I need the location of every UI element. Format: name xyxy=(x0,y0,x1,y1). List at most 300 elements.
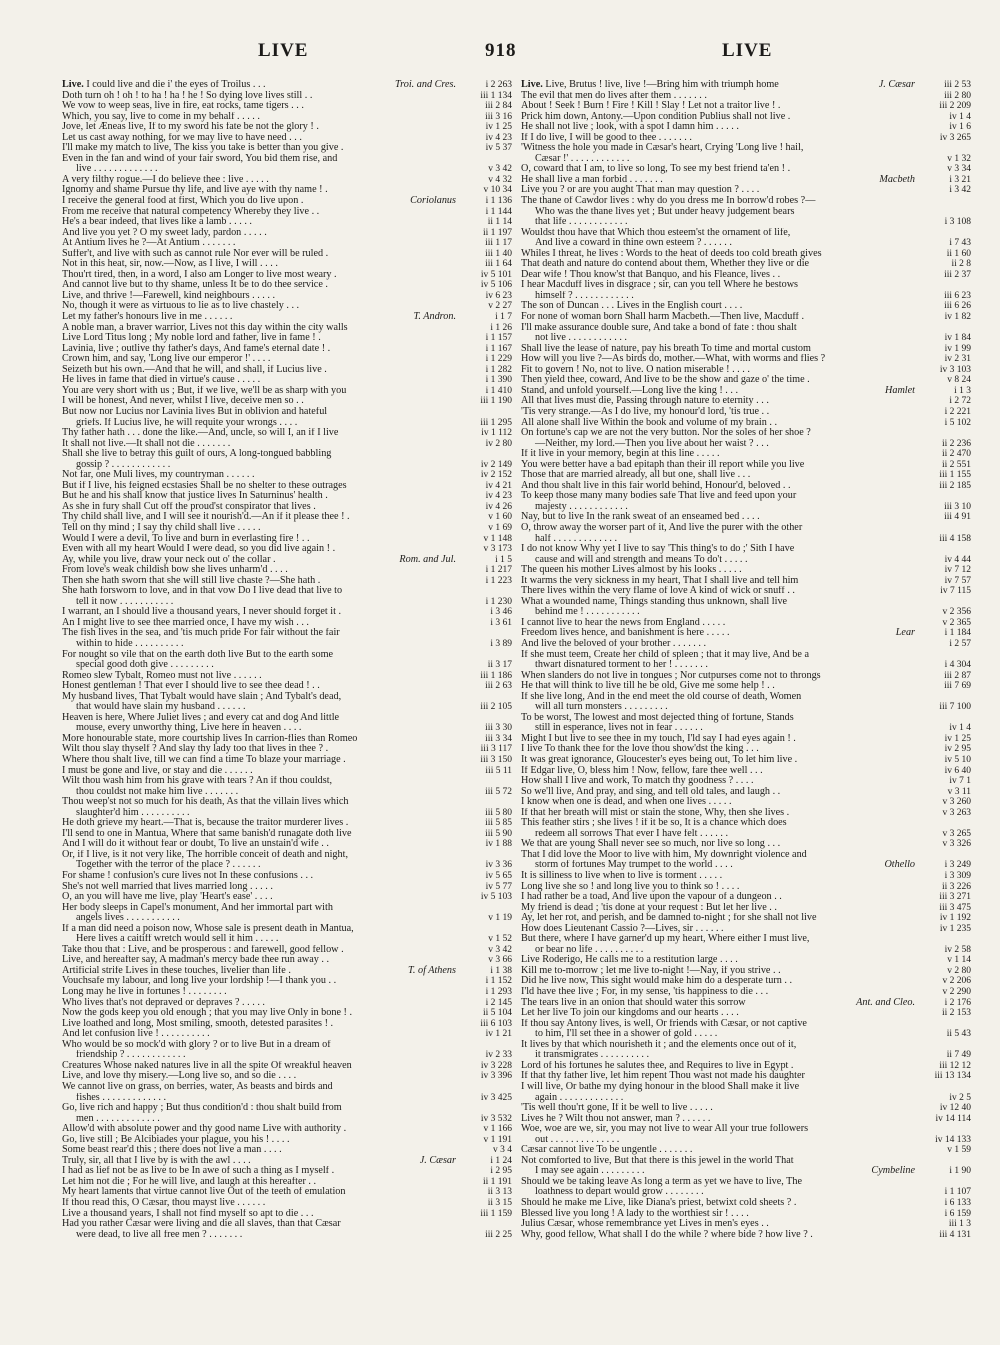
concordance-entry xyxy=(521,112,971,123)
quotation-text: Freedom lives hence, and banishment is here . . . . . xyxy=(521,628,730,639)
concordance-entry xyxy=(521,80,971,91)
concordance-entry xyxy=(62,291,512,302)
concordance-entry xyxy=(62,871,512,882)
concordance-entry xyxy=(521,924,971,935)
concordance-entry xyxy=(521,386,971,397)
concordance-entry xyxy=(62,1230,512,1241)
concordance-entry xyxy=(521,407,971,418)
act-scene-line-reference: iii 5 11 xyxy=(485,765,512,776)
act-scene-line-reference: iii 3 34 xyxy=(485,733,512,744)
concordance-entry xyxy=(62,80,512,91)
concordance-entry xyxy=(521,628,971,639)
quotation-text: Blessed live you long ! A lady to the worthiest sir ! . . . . xyxy=(521,1208,749,1219)
act-scene-line-reference: iv 1 82 xyxy=(944,312,971,323)
play-title: Rom. and Jul. xyxy=(399,553,456,565)
quotation-text: If thou read this, O Cæsar, thou mayst live . . . . . . xyxy=(62,1197,266,1208)
act-scene-line-reference: ii 2 551 xyxy=(941,459,971,470)
concordance-entry xyxy=(62,375,512,386)
concordance-entry xyxy=(521,143,971,154)
concordance-entry xyxy=(62,1008,512,1019)
quotation-text: O, throw away the worser part of it, And live the purer with the other xyxy=(521,522,803,533)
quotation-text: Long may he live in fortunes ! . . . . . . . . xyxy=(62,987,227,998)
quotation-text: Who lives that's not depraved or depraves ? . . . . . xyxy=(62,997,265,1008)
act-scene-line-reference: iv 6 40 xyxy=(944,765,971,776)
quotation-text: The tears live in an onion that should water this sorrow xyxy=(521,997,746,1008)
quotation-text: My heart laments that virtue cannot live Out of the teeth of emulation xyxy=(62,1187,346,1198)
act-scene-line-reference: i 1 3 xyxy=(954,385,971,396)
concordance-entry xyxy=(521,818,971,829)
concordance-entry xyxy=(521,154,971,165)
concordance-entry xyxy=(62,1166,512,1177)
act-scene-line-reference: iii 3 30 xyxy=(485,723,512,734)
act-scene-line-reference: i 1 184 xyxy=(944,628,971,639)
concordance-entry xyxy=(521,797,971,808)
quotation-text: Doth turn oh ! oh ! to ha ! ha ! he ! So dying love lives still . . xyxy=(62,90,313,101)
quotation-text: He shall live a man forbid . . . . . . . xyxy=(521,174,663,185)
quotation-text: cause and will and strength and means To do't . . . . . xyxy=(535,554,748,565)
quotation-text: or bear no life . . . . . . . . . . xyxy=(535,944,644,955)
quotation-text: And thou shalt live in this fair world behind, Honour'd, beloved . . xyxy=(521,480,791,491)
act-scene-line-reference: i 2 145 xyxy=(485,997,512,1008)
act-scene-line-reference: iv 1 4 xyxy=(949,111,971,122)
act-scene-line-reference: v 3 34 xyxy=(947,164,971,175)
concordance-entry xyxy=(62,607,512,618)
concordance-entry xyxy=(62,312,512,323)
quotation-text: Wilt thou slay thyself ? And slay thy lady too that lives in thee ? . xyxy=(62,744,329,755)
act-scene-line-reference: iv 1 235 xyxy=(939,923,971,934)
concordance-entry xyxy=(521,1061,971,1072)
quotation-text: Which, you say, live to come in my behalf . . . . . xyxy=(62,111,260,122)
act-scene-line-reference: v 2 80 xyxy=(947,965,971,976)
concordance-entry xyxy=(62,344,512,355)
play-title: T. Andron. xyxy=(413,311,456,323)
quotation-text: But now nor Lucius nor Lavinia lives But in oblivion and hateful xyxy=(62,406,328,417)
concordance-entry xyxy=(62,1082,512,1093)
act-scene-line-reference: iv 5 101 xyxy=(480,269,512,280)
quotation-text: We that are young Shall never see so much, nor live so long . . . xyxy=(521,839,781,850)
act-scene-line-reference: iv 1 6 xyxy=(949,122,971,133)
quotation-text: Stand, and unfold yourself.—Long live the king ! . . . xyxy=(521,385,739,396)
quotation-text: As she in fury shall Cut off the proud'st conspirator that lives . xyxy=(62,501,316,512)
quotation-text: out . . . . . . . . . . . . . . xyxy=(535,1134,620,1145)
quotation-text: Did he live now, This sight would make him do a desperate turn . . xyxy=(521,976,793,987)
act-scene-line-reference: i 1 26 xyxy=(490,322,512,333)
act-scene-line-reference: iv 5 77 xyxy=(485,881,512,892)
concordance-entry xyxy=(62,1040,512,1051)
concordance-entry xyxy=(521,576,971,587)
act-scene-line-reference: iv 7 57 xyxy=(944,575,971,586)
quotation-text: 'Tis well thou'rt gone, If it be well to live . . . . . xyxy=(521,1103,713,1114)
quotation-text: It shall not live.—It shall not die . . . . . . . xyxy=(62,438,231,449)
act-scene-line-reference: i 1 167 xyxy=(485,343,512,354)
act-scene-line-reference: ii 1 14 xyxy=(487,217,512,228)
page-number: 918 xyxy=(485,40,517,61)
quotation-text: half . . . . . . . . . . . . . xyxy=(535,533,618,544)
quotation-text: Let my father's honours live in me . . . . . . xyxy=(62,312,233,323)
quotation-text: I do not know Why yet I live to say 'This thing's to do ;' Sith I have xyxy=(521,544,795,555)
quotation-text: That death and nature do contend about them, Whether they live or die xyxy=(521,259,810,270)
concordance-entry xyxy=(521,1040,971,1051)
concordance-entry xyxy=(62,860,512,871)
act-scene-line-reference: v 3 42 xyxy=(488,944,512,955)
concordance-entry xyxy=(62,892,512,903)
quotation-text: I'll send to one in Mantua, Where that same banish'd runagate doth live xyxy=(62,828,352,839)
act-scene-line-reference: i 6 159 xyxy=(944,1208,971,1219)
act-scene-line-reference: i 3 46 xyxy=(490,607,512,618)
concordance-entry xyxy=(62,1114,512,1125)
quotation-text: Even with all my heart Would I were dead, so you did live again ! . xyxy=(62,544,336,555)
concordance-entry xyxy=(521,101,971,112)
concordance-entry xyxy=(62,1135,512,1146)
concordance-entry xyxy=(62,386,512,397)
act-scene-line-reference: i 3 21 xyxy=(949,174,971,185)
quotation-text: I will live, Or bathe my dying honour in the blood Shall make it live xyxy=(521,1081,800,1092)
act-scene-line-reference: iii 1 17 xyxy=(485,238,512,249)
concordance-entry xyxy=(62,196,512,207)
act-scene-line-reference: i 2 221 xyxy=(944,406,971,417)
play-title: Coriolanus xyxy=(410,195,456,207)
act-scene-line-reference: iii 3 271 xyxy=(939,892,971,903)
act-scene-line-reference: iii 3 117 xyxy=(480,744,512,755)
concordance-entry xyxy=(521,966,971,977)
quotation-text: Shall live the lease of nature, pay his breath To time and mortal custom xyxy=(521,343,811,354)
quotation-text: it transmigrates . . . . . . . . . . xyxy=(535,1050,650,1061)
concordance-entry xyxy=(521,238,971,249)
act-scene-line-reference: v 1 191 xyxy=(483,1134,512,1145)
concordance-entry xyxy=(521,892,971,903)
quotation-text: to him, I'll set thee in a shower of gold . . . . . xyxy=(535,1029,718,1040)
quotation-text: He lives in fame that died in virtue's cause . . . . . xyxy=(62,375,261,386)
quotation-text: That I did love the Moor to live with him, My downright violence and xyxy=(521,849,807,860)
quotation-text: behind me ! . . . . . . . . . . . xyxy=(535,607,640,618)
concordance-entry xyxy=(521,534,971,545)
act-scene-line-reference: iii 1 190 xyxy=(480,396,512,407)
concordance-entry xyxy=(521,91,971,102)
quotation-text: I'll make my match to live, The kiss you take is better than you give . xyxy=(62,143,344,154)
act-scene-line-reference: i 2 176 xyxy=(944,997,971,1008)
concordance-entry xyxy=(521,692,971,703)
act-scene-line-reference: iv 7 1 xyxy=(949,776,971,787)
concordance-entry xyxy=(62,164,512,175)
quotation-text: still in esperance, lives not in fear . . . . . . xyxy=(535,723,703,734)
act-scene-line-reference: v 1 148 xyxy=(483,533,512,544)
concordance-entry xyxy=(521,491,971,502)
quotation-text: Lavinia, live ; outlive thy father's days, And fame's eternal date ! . xyxy=(62,343,331,354)
concordance-entry xyxy=(62,650,512,661)
concordance-entry xyxy=(521,639,971,650)
quotation-text: Together with the terror of the place ? . . . . . . xyxy=(76,860,261,871)
concordance-entry xyxy=(62,228,512,239)
concordance-entry xyxy=(62,692,512,703)
quotation-text: Seizeth but his own.—And that he will, and shall, if Lucius live . xyxy=(62,364,327,375)
quotation-text: To keep those many many bodies safe That live and feed upon your xyxy=(521,491,797,502)
act-scene-line-reference: i 1 390 xyxy=(485,375,512,386)
concordance-entry xyxy=(521,998,971,1009)
quotation-text: I will be honest, And never, whilst I live, deceive men so . . xyxy=(62,396,304,407)
concordance-entry xyxy=(521,523,971,534)
quotation-text: Let her live To join our kingdoms and our hearts . . . . xyxy=(521,1008,739,1019)
quotation-text: Heaven is here, Where Juliet lives ; and every cat and dog And little xyxy=(62,712,340,723)
quotation-text: But if I live, his feigned ecstasies Shall be no shelter to these outrages xyxy=(62,480,347,491)
concordance-entry xyxy=(521,291,971,302)
act-scene-line-reference: iv 1 25 xyxy=(944,733,971,744)
quotation-text: You were better have a bad epitaph than their ill report while you live xyxy=(521,459,805,470)
quotation-text: For shame ! confusion's cure lives not In these confusions . . . xyxy=(62,871,314,882)
act-scene-line-reference: v 3 173 xyxy=(483,544,512,555)
quotation-text: The thane of Cawdor lives : why do you dress me In borrow'd robes ?— xyxy=(521,196,816,207)
concordance-entry xyxy=(521,650,971,661)
act-scene-line-reference: iii 2 84 xyxy=(485,101,512,112)
concordance-entry xyxy=(62,534,512,545)
quotation-text: Tell on thy mind ; I say thy child shall live . . . . . xyxy=(62,522,261,533)
concordance-entry xyxy=(62,839,512,850)
quotation-text: Live, and love thy misery.—Long live so, and so die . . . . xyxy=(62,1071,297,1082)
quotation-text: Live. Live, Brutus ! live, live !—Bring him with triumph home xyxy=(521,80,779,90)
concordance-entry xyxy=(62,734,512,745)
concordance-entry xyxy=(62,1209,512,1220)
act-scene-line-reference: v 2 356 xyxy=(942,607,971,618)
concordance-entry xyxy=(521,502,971,513)
act-scene-line-reference: iii 3 475 xyxy=(939,902,971,913)
act-scene-line-reference: i 6 133 xyxy=(944,1197,971,1208)
concordance-entry xyxy=(521,987,971,998)
act-scene-line-reference: ii 2 236 xyxy=(941,438,971,449)
act-scene-line-reference: ii 7 49 xyxy=(946,1050,971,1061)
act-scene-line-reference: iv 1 21 xyxy=(485,1029,512,1040)
act-scene-line-reference: i 3 42 xyxy=(949,185,971,196)
concordance-entry xyxy=(521,365,971,376)
quotation-text: griefs. If Lucius live, he will requite your wrongs . . . . xyxy=(76,417,298,428)
concordance-entry xyxy=(521,217,971,228)
quotation-text: Crown him, and say, 'Long live our emperor !' . . . . xyxy=(62,354,271,365)
act-scene-line-reference: iii 5 80 xyxy=(485,807,512,818)
quotation-text: The queen his mother Lives almost by his looks . . . . . xyxy=(521,565,742,576)
concordance-entry xyxy=(62,502,512,513)
act-scene-line-reference: iii 13 134 xyxy=(934,1071,971,1082)
quotation-text: Live loathed and long, Most smiling, smooth, detested parasites ! . xyxy=(62,1018,334,1029)
concordance-entry xyxy=(62,850,512,861)
quotation-text: If she must teem, Create her child of spleen ; that it may live, And be a xyxy=(521,649,809,660)
quotation-text: Artificial strife Lives in these touches, livelier than life . xyxy=(62,965,291,976)
concordance-entry xyxy=(62,987,512,998)
concordance-entry xyxy=(62,175,512,186)
quotation-text: I must be gone and live, or stay and die . . . . . . xyxy=(62,765,253,776)
concordance-entry xyxy=(62,1029,512,1040)
concordance-entry xyxy=(521,1124,971,1135)
act-scene-line-reference: iii 2 80 xyxy=(944,90,971,101)
quotation-text: I know when one is dead, and when one lives . . . . . xyxy=(521,797,732,808)
act-scene-line-reference: iv 2 33 xyxy=(485,1050,512,1061)
act-scene-line-reference: iii 3 10 xyxy=(944,501,971,512)
quotation-text: O, coward that I am, to live so long, To see my best friend ta'en ! . xyxy=(521,164,791,175)
quotation-text: When slanders do not live in tongues ; Nor cutpurses come not to throngs xyxy=(521,670,821,681)
act-scene-line-reference: iv 14 133 xyxy=(935,1134,971,1145)
act-scene-line-reference: i 1 7 xyxy=(495,312,512,323)
quotation-text: An I might live to see thee married once, I have my wish . . . xyxy=(62,617,309,628)
quotation-text: within to hide . . . . . . . . . . xyxy=(76,638,184,649)
quotation-text: If thou say Antony lives, is well, Or friends with Cæsar, or not captive xyxy=(521,1018,807,1029)
act-scene-line-reference: iv 5 106 xyxy=(480,280,512,291)
act-scene-line-reference: iv 3 36 xyxy=(485,860,512,871)
concordance-entry xyxy=(62,270,512,281)
concordance-entry xyxy=(521,1071,971,1082)
act-scene-line-reference: iv 5 10 xyxy=(944,755,971,765)
play-title: Hamlet xyxy=(885,384,915,396)
quotation-text: And live the beloved of your brother . . . . . . . xyxy=(521,638,707,649)
act-scene-line-reference: i 1 229 xyxy=(485,354,512,365)
act-scene-line-reference: iv 6 23 xyxy=(485,290,512,301)
quotation-text: Fit to govern ! No, not to live. O nation miserable ! . . . . xyxy=(521,364,750,375)
play-title: J. Cæsar xyxy=(419,1154,456,1166)
act-scene-line-reference: ii 2 8 xyxy=(951,259,971,270)
quotation-text: Even in the fan and wind of your fair sword, You bid them rise, and xyxy=(62,153,338,164)
concordance-entry xyxy=(521,270,971,281)
act-scene-line-reference: ii 3 17 xyxy=(487,660,512,671)
act-scene-line-reference: v 1 166 xyxy=(483,1124,512,1135)
act-scene-line-reference: iii 1 3 xyxy=(948,1219,971,1230)
concordance-entry xyxy=(521,1050,971,1061)
quotation-text: And let confusion live ! . . . . . . . . . . xyxy=(62,1029,210,1040)
concordance-entry xyxy=(62,112,512,123)
act-scene-line-reference: iv 3 228 xyxy=(480,1060,512,1071)
concordance-entry xyxy=(521,829,971,840)
act-scene-line-reference: iv 1 84 xyxy=(944,333,971,344)
quotation-text: Would I were a devil, To live and burn in everlasting fire ! . . xyxy=(62,533,310,544)
act-scene-line-reference: v 3 4 xyxy=(493,1145,512,1156)
quotation-text: Live. I could live and die i' the eyes of Troilus . . . xyxy=(62,80,266,90)
concordance-entry xyxy=(521,1103,971,1114)
concordance-entry xyxy=(521,945,971,956)
concordance-entry xyxy=(521,481,971,492)
quotation-text: He doth grieve my heart.—That is, because the traitor murderer lives . xyxy=(62,818,349,829)
quotation-text: Let us cast away nothing, for we may live to have need . . . xyxy=(62,132,302,143)
concordance-entry xyxy=(521,460,971,471)
quotation-text: Honest gentleman ! That ever I should live to see thee dead ! . . xyxy=(62,681,320,692)
quotation-text: The fish lives in the sea, and 'tis much pride For fair without the fair xyxy=(62,628,340,639)
quotation-text: But there, where I have garner'd up my heart, Where either I must live, xyxy=(521,934,810,945)
concordance-entry xyxy=(521,439,971,450)
act-scene-line-reference: ii 3 226 xyxy=(941,881,971,892)
concordance-entry xyxy=(521,1008,971,1019)
quotation-text: We vow to weep seas, live in fire, eat rocks, tame tigers . . . xyxy=(62,101,304,112)
quotation-text: Then yield thee, coward, And live to be the show and gaze o' the time . xyxy=(521,375,810,386)
quotation-text: friendship ? . . . . . . . . . . . . xyxy=(76,1050,186,1061)
quotation-text: Let him not die ; For he will live, and laugh at this hereafter . . xyxy=(62,1176,317,1187)
play-title: Cymbeline xyxy=(871,1165,915,1177)
quotation-text: Some beast rear'd this ; there does not live a man . . . . xyxy=(62,1145,282,1156)
act-scene-line-reference: v 3 11 xyxy=(947,786,971,797)
act-scene-line-reference: iv 7 12 xyxy=(944,565,971,576)
quotation-text: If I do live, I will be good to thee . . . . . . . xyxy=(521,132,692,143)
concordance-entry xyxy=(521,428,971,439)
concordance-entry xyxy=(62,439,512,450)
act-scene-line-reference: i 2 72 xyxy=(949,396,971,407)
quotation-text: that would have slain my husband . . . . . . xyxy=(76,702,246,713)
act-scene-line-reference: v 1 59 xyxy=(947,1145,971,1156)
act-scene-line-reference: i 1 293 xyxy=(485,987,512,998)
concordance-entry xyxy=(62,966,512,977)
quotation-text: But he and his shall know that justice lives In Saturninus' health . xyxy=(62,491,328,502)
concordance-entry xyxy=(521,671,971,682)
concordance-entry xyxy=(62,618,512,629)
concordance-entry xyxy=(62,396,512,407)
quotation-text: It warms the very sickness in my heart, That I shall live and tell him xyxy=(521,575,799,586)
act-scene-line-reference: iv 2 95 xyxy=(944,744,971,755)
quotation-text: Lives he ? Wilt thou not answer, man ? . . . . . . xyxy=(521,1113,711,1124)
quotation-text: If that her breath will mist or stain the stone, Why, then she lives . xyxy=(521,807,790,818)
quotation-text: Woe, woe are we, sir, you may not live to wear All your true followers xyxy=(521,1124,809,1135)
headword: Live. xyxy=(521,80,543,90)
act-scene-line-reference: v 2 290 xyxy=(942,987,971,998)
quotation-text: thou couldst not make him live . . . . . . . xyxy=(76,786,239,797)
quotation-text: So we'll live, And pray, and sing, and tell old tales, and laugh . . xyxy=(521,786,781,797)
concordance-entry xyxy=(521,354,971,365)
quotation-text: On fortune's cap we are not the very button. Nor the soles of her shoe ? xyxy=(521,428,811,439)
act-scene-line-reference: iv 2 58 xyxy=(944,944,971,955)
concordance-entry xyxy=(62,882,512,893)
act-scene-line-reference: iii 2 209 xyxy=(939,101,971,112)
act-scene-line-reference: iii 2 87 xyxy=(944,670,971,681)
quotation-text: Might I but live to see thee in my touch, I'ld say I had eyes again ! . xyxy=(521,733,796,744)
act-scene-line-reference: i 1 90 xyxy=(949,1166,971,1177)
concordance-entry xyxy=(521,1187,971,1198)
quotation-text: Or, if I live, is it not very like, The horrible conceit of death and night, xyxy=(62,849,348,860)
concordance-entry xyxy=(62,586,512,597)
act-scene-line-reference: iii 1 159 xyxy=(480,1208,512,1219)
concordance-entry xyxy=(62,491,512,502)
concordance-entry xyxy=(521,185,971,196)
quotation-text: Those that are married already, all but one, shall live . . . xyxy=(521,470,751,481)
act-scene-line-reference: iv 1 112 xyxy=(481,428,512,439)
concordance-entry xyxy=(62,1019,512,1030)
act-scene-line-reference: i 2 57 xyxy=(949,638,971,649)
quotation-text: My friend is dead ; 'tis done at your request : But let her live . . xyxy=(521,902,777,913)
quotation-text: Allow'd with absolute power and thy good name Live with authority . xyxy=(62,1124,347,1135)
quotation-text: special good doth give . . . . . . . . . xyxy=(76,660,214,671)
concordance-entry xyxy=(62,249,512,260)
act-scene-line-reference: v 10 34 xyxy=(483,185,512,196)
act-scene-line-reference: iii 6 23 xyxy=(944,290,971,301)
quotation-text: loathness to depart would grow . . . . . . . . xyxy=(535,1187,704,1198)
quotation-text: The son of Duncan . . . Lives in the English court . . . . xyxy=(521,301,743,312)
quotation-text: angels lives . . . . . . . . . . . xyxy=(76,913,180,924)
quotation-text: Vouchsafe my labour, and long live your lordship !—I thank you . . xyxy=(62,976,337,987)
act-scene-line-reference: iv 5 37 xyxy=(485,143,512,154)
concordance-entry xyxy=(521,903,971,914)
concordance-entry xyxy=(521,228,971,239)
concordance-entry xyxy=(521,1029,971,1040)
quotation-text: And live you yet ? O my sweet lady, pardon . . . . . xyxy=(62,227,267,238)
concordance-entry xyxy=(62,460,512,471)
act-scene-line-reference: iv 5 103 xyxy=(480,892,512,903)
quotation-text: himself ? . . . . . . . . . . . . xyxy=(535,290,634,301)
concordance-entry xyxy=(521,586,971,597)
concordance-entry xyxy=(62,418,512,429)
concordance-entry xyxy=(62,702,512,713)
act-scene-line-reference: i 1 38 xyxy=(490,965,512,976)
quotation-text: I may see again . . . . . . . . . xyxy=(535,1166,645,1177)
quotation-text: tell it now . . . . . . . . . . . xyxy=(76,596,174,607)
quotation-text: He that will think to live till he be old, Give me some help ! . . xyxy=(521,681,775,692)
quotation-text: Live a thousand years, I shall not find myself so apt to die . . . xyxy=(62,1208,314,1219)
concordance-entry xyxy=(62,934,512,945)
concordance-entry xyxy=(62,818,512,829)
quotation-text: storm of fortunes May trumpet to the world . . . . xyxy=(535,860,733,871)
act-scene-line-reference: i 1 223 xyxy=(485,575,512,586)
quotation-text: Thy child shall live, and I will see it nourish'd.—An if it please thee ! . xyxy=(62,512,350,523)
act-scene-line-reference: i 4 304 xyxy=(944,660,971,671)
quotation-text: Cæsar cannot live To be ungentle . . . . . . . xyxy=(521,1145,693,1156)
